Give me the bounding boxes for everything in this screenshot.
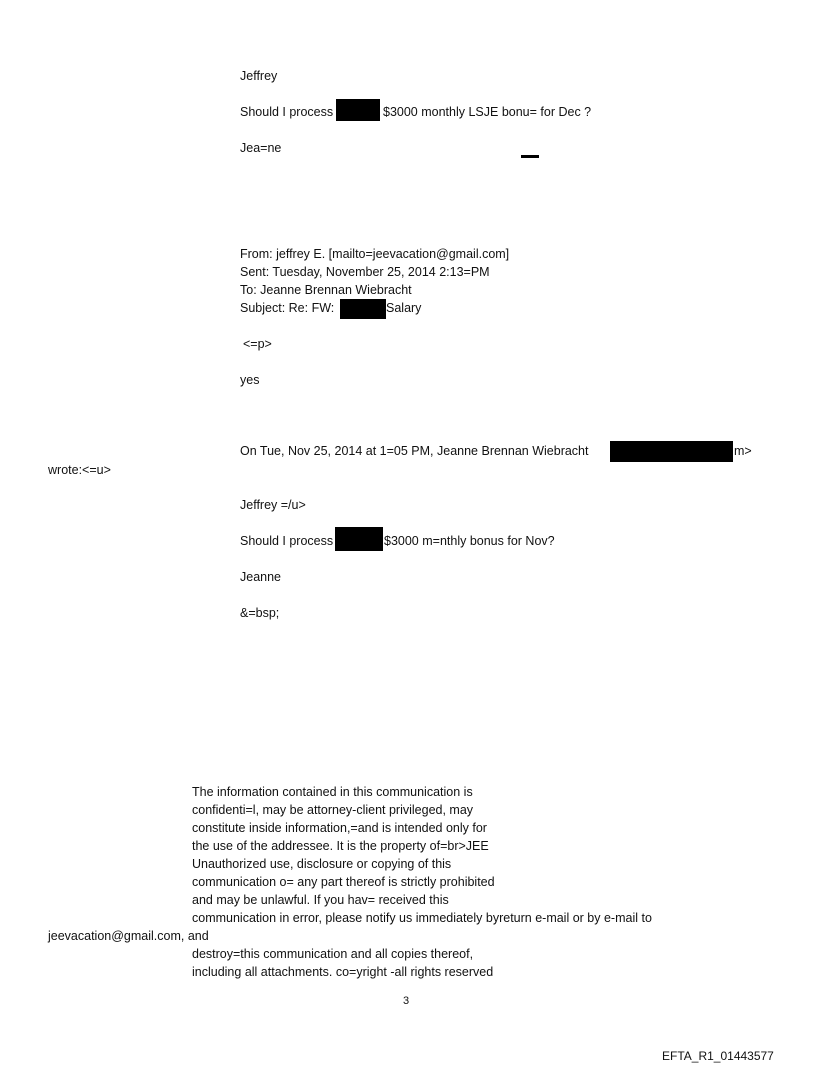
disclaimer-line: constitute inside information,=and is intended only for (192, 821, 487, 835)
reply-body: yes (240, 373, 260, 387)
disclaimer-wrap-line: jeevacation@gmail.com, and (48, 929, 209, 943)
disclaimer-line: communication in error, please notify us immediately byreturn e-mail or by e-mail to (192, 911, 652, 925)
page-number: 3 (403, 995, 410, 1007)
signoff-jeanne: Jea=ne (240, 141, 282, 155)
document-id: EFTA_R1_01443577 (662, 1049, 774, 1063)
redaction-box (336, 99, 380, 121)
quote-nbsp: &=bsp; (240, 606, 280, 620)
disclaimer-line: confidenti=l, may be attorney-client privileged, may (192, 803, 474, 817)
redaction-box (610, 441, 733, 462)
header-subject-part2: Salary (386, 301, 422, 315)
disclaimer-line: Unauthorized use, disclosure or copying of this (192, 857, 452, 871)
redaction-box (335, 527, 383, 551)
redaction-mark (521, 155, 539, 158)
header-subject-part1: Subject: Re: FW: (240, 301, 335, 315)
header-from: From: jeffrey E. [mailto=jeevacation@gmail.com] (240, 247, 510, 261)
quote-intro-part2: m> (734, 444, 752, 458)
question-dec-part2: $3000 monthly LSJE bonu= for Dec ? (383, 105, 592, 119)
reply-tag: <=p> (243, 337, 272, 351)
header-sent: Sent: Tuesday, November 25, 2014 2:13=PM (240, 265, 490, 279)
disclaimer-line: The information contained in this communication is (192, 785, 473, 799)
disclaimer-line: the use of the addressee. It is the property of=br>JEE (192, 839, 489, 853)
quote-intro-part1: On Tue, Nov 25, 2014 at 1=05 PM, Jeanne Brennan Wiebracht (240, 444, 589, 458)
disclaimer-line: and may be unlawful. If you hav= received this (192, 893, 449, 907)
quote-greeting: Jeffrey =/u> (240, 498, 306, 512)
redaction-box (340, 299, 386, 319)
disclaimer-line: destroy=this communication and all copies thereof, (192, 947, 474, 961)
header-to: To: Jeanne Brennan Wiebracht (240, 283, 412, 297)
quote-question-part1: Should I process (240, 534, 334, 548)
disclaimer-line: communication o= any part thereof is strictly prohibited (192, 875, 495, 889)
quote-signoff: Jeanne (240, 570, 282, 584)
quote-intro-wrap: wrote:<=u> (48, 463, 111, 477)
quote-question-part2: $3000 m=nthly bonus for Nov? (384, 534, 555, 548)
question-dec-part1: Should I process (240, 105, 334, 119)
greeting-jeffrey: Jeffrey (240, 69, 278, 83)
disclaimer-line: including all attachments. co=yright -all rights reserved (192, 965, 494, 979)
